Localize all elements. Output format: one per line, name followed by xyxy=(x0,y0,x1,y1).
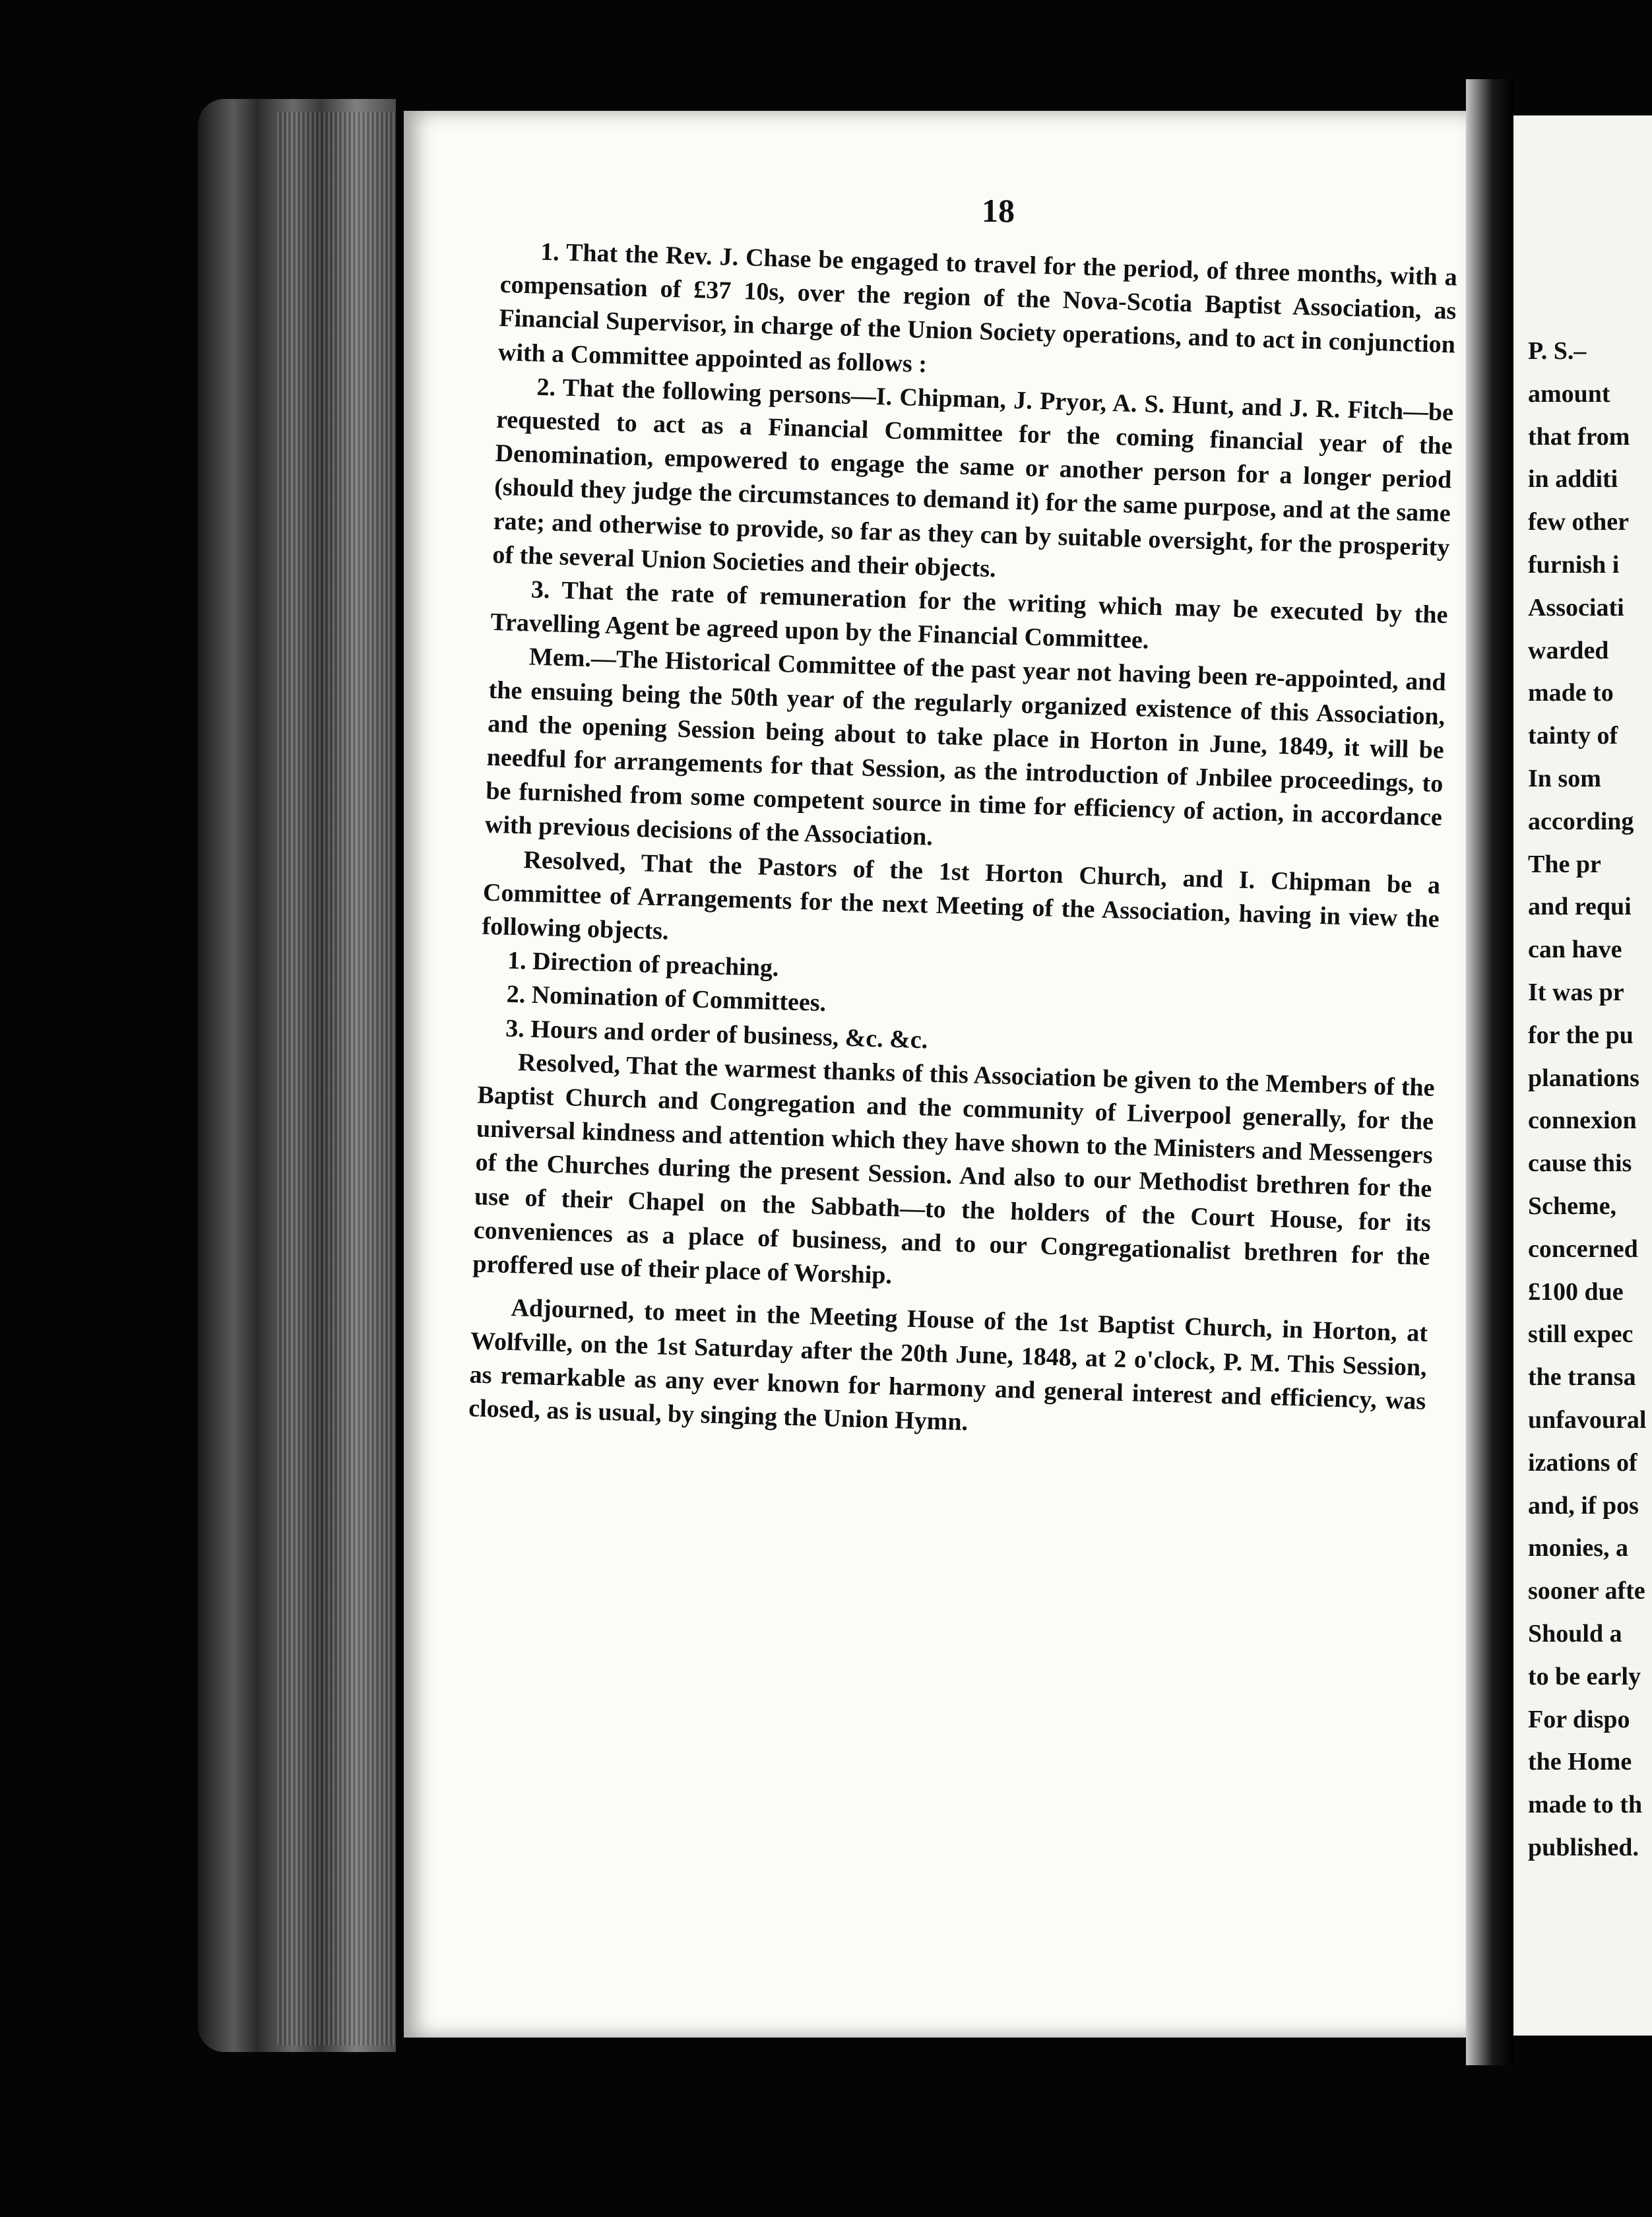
right-line: for the pu xyxy=(1528,1021,1634,1049)
right-line: amount xyxy=(1528,379,1610,408)
right-line: £100 due xyxy=(1528,1277,1624,1306)
paragraph-3: 3. That the rate of remuneration for the writing which may be executed by the Travelling Agent be agreed upon by the Financial Committee. xyxy=(490,575,1449,655)
book-gutter xyxy=(1466,79,1513,2065)
right-line: sooner afte xyxy=(1528,1577,1645,1605)
right-line: izations of xyxy=(1528,1448,1637,1477)
object-item-3: 3. Hours and order of business, &c. &c. xyxy=(505,1014,928,1054)
right-line: that from xyxy=(1528,422,1630,451)
page-number: 18 xyxy=(982,192,1015,229)
right-page-text xyxy=(1528,330,1652,1869)
right-line: still expec xyxy=(1528,1320,1634,1349)
right-line: cause this xyxy=(1528,1149,1632,1178)
right-line: can have xyxy=(1528,936,1622,964)
right-line: warded xyxy=(1528,636,1609,664)
right-line: For dispo xyxy=(1528,1705,1630,1733)
right-line: It was pr xyxy=(1528,978,1624,1006)
right-line: made to xyxy=(1528,679,1614,707)
right-line: monies, a xyxy=(1528,1534,1628,1562)
memorandum-paragraph: Mem.—The Historical Committee of the past year not having been re-appointed, and the ensuing being the 50th year of the regularly organized existence of this Association, and the opening Session being about to take place in Horton in June, 1849, it will be needful for arrangements for that Session, as the introduction of Jnbilee proceedings, to be furnished from some competent source in time for efficiency of action, in accordance with previous decisions of the Association. xyxy=(484,643,1447,852)
paragraph-1: 1. That the Rev. J. Chase be engaged to travel for the period, of three months, with a compensation of £37 10s, over the region of the Nova-Scotia Baptist Association, as Financial Supervisor, in charge of the Union Society operations, and to act in conjunction with a Committee appointed as follows : xyxy=(497,238,1458,378)
right-line: planations xyxy=(1528,1064,1639,1092)
right-line: and requi xyxy=(1528,893,1632,921)
resolution-committee-arrangements: Resolved, That the Pastors of the 1st Horton Church, and I. Chipman be a Committee of Arrangements for the next Meeting of the Association, having in view the following objects. xyxy=(482,845,1441,946)
right-line: connexion xyxy=(1528,1107,1637,1135)
page-text xyxy=(468,234,1458,1452)
right-line: The pr xyxy=(1528,850,1601,878)
right-line: furnish i xyxy=(1528,550,1620,579)
right-line: according xyxy=(1528,807,1634,835)
page-edge-lines xyxy=(277,112,396,2045)
right-line: the transa xyxy=(1528,1363,1636,1392)
right-line: the Home xyxy=(1528,1748,1632,1776)
right-line: Scheme, xyxy=(1528,1192,1617,1220)
right-line: unfavoural xyxy=(1528,1405,1647,1434)
object-item-2: 2. Nomination of Committees. xyxy=(506,980,827,1017)
right-line: few other xyxy=(1528,508,1629,536)
right-line: tainty of xyxy=(1528,722,1618,750)
adjournment-paragraph: Adjourned, to meet in the Meeting House of the 1st Baptist Church, in Horton, at Wolfville, on the 1st Saturday after the 20th June, 1848, at 2 o'clock, P. M. This Session, as remarkable as any ever known for harmony and general interest and efficiency, was closed, as is usual, by singing the Union Hymn. xyxy=(468,1294,1428,1436)
right-line: P. S.– xyxy=(1528,337,1587,365)
paragraph-2: 2. That the following persons—I. Chipman, J. Pryor, A. S. Hunt, and J. R. Fitch—be requested to act as a Financial Committee for the coming financial year of the Denomination, empowered to engage the same or another person for a longer period (should they judge the circumstances to demand it) for the same purpose, and at the same rate; and otherwise to provide, so far as they can by suitable oversight, for the prosperity of the several Union Societies and their objects. xyxy=(492,373,1454,583)
resolution-thanks: Resolved, That the warmest thanks of this Association be given to the Members of the Baptist Church and Congregation and the community of Liverpool generally, for the universal kindness and attention which they have shown to the Ministers and Messengers of the Churches during the present Session. And also to our Methodist brethren for the use of their Chapel on the Sabbath—to the holders of the Court House, for its conveniences as a place of business, and to our Congregationalist brethren for the proffered use of their place of Worship. xyxy=(472,1048,1436,1290)
right-line: concerned xyxy=(1528,1235,1638,1263)
right-line: In som xyxy=(1528,764,1601,792)
right-line: Should a xyxy=(1528,1619,1622,1648)
right-line: made to th xyxy=(1528,1791,1643,1819)
right-line: published. xyxy=(1528,1833,1639,1861)
right-line: and, if pos xyxy=(1528,1491,1639,1520)
right-line: to be early xyxy=(1528,1662,1641,1690)
right-line: Associati xyxy=(1528,593,1624,622)
right-line: in additi xyxy=(1528,465,1618,494)
object-item-1: 1. Direction of preaching. xyxy=(507,946,779,982)
